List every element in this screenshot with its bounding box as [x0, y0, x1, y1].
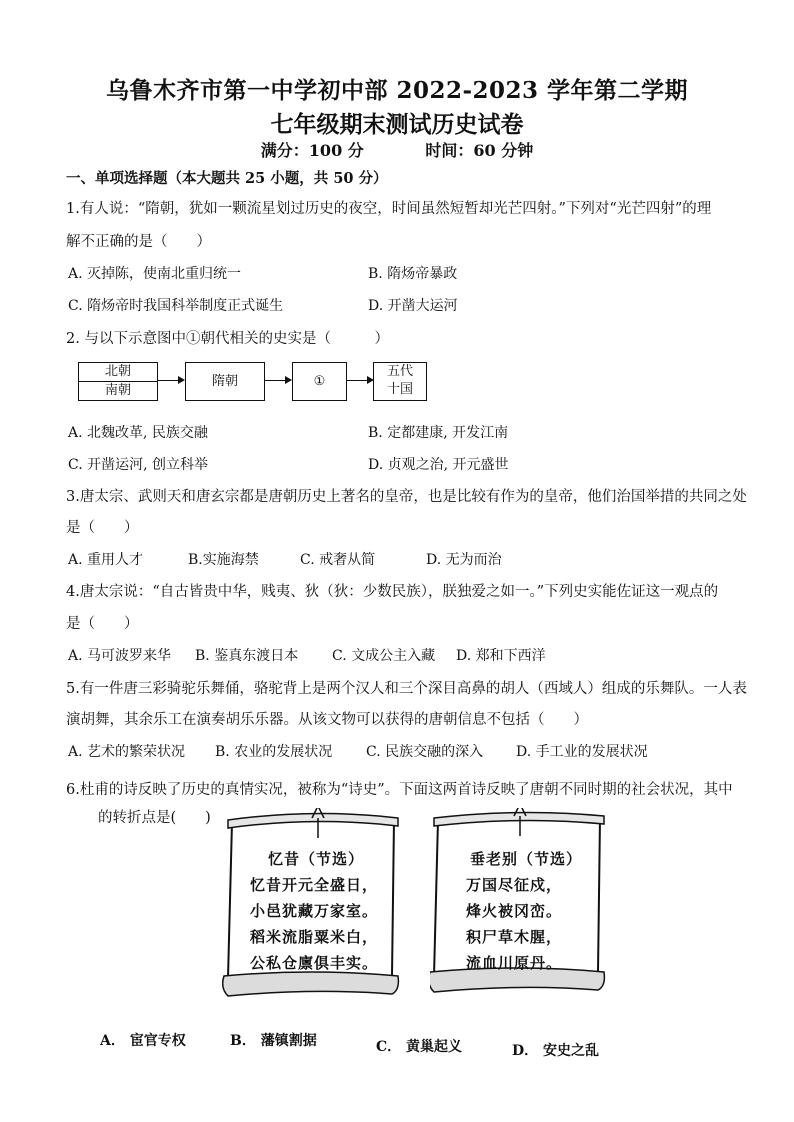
dynasty-flow-diagram	[78, 362, 413, 402]
poem-2-line: 万国尽征戍，	[466, 876, 563, 894]
q4-option-a[interactable]: A. 马可波罗来华	[68, 648, 172, 664]
q1-stem-line2: 解不正确的是（ ）	[66, 234, 211, 250]
full-score: 满分：100 分	[260, 141, 364, 160]
q4-option-b[interactable]: B. 鉴真东渡日本	[195, 648, 299, 664]
q5-option-b[interactable]: B. 农业的发展状况	[215, 744, 333, 760]
q2-option-a[interactable]: A. 北魏改革, 民族交融	[68, 425, 208, 441]
q6-stem-line1: 6.杜甫的诗反映了历史的真情实况，被称为“诗史”。下面这两首诗反映了唐朝不同时期的社会状况，其中	[66, 782, 733, 798]
q2-option-b[interactable]: B. 定都建康, 开发江南	[368, 425, 509, 441]
q3-option-b[interactable]: B.实施海禁	[188, 552, 259, 568]
section-heading: 一、单项选择题（本大题共 25 小题，共 50 分）	[66, 170, 388, 187]
box4-bottom-label: 十国	[386, 382, 413, 397]
q1-option-d[interactable]: D. 开凿大运河	[368, 298, 458, 314]
q6-option-c[interactable]: C． 黄巢起义	[376, 1039, 463, 1055]
q2-stem: 2. 与以下示意图中①朝代相关的史实是（ ）	[66, 331, 389, 347]
q1-stem-line1: 1.有人说：“隋朝，犹如一颗流星划过历史的夜空，时间虽然短暂却光芒四射。”下列对“光芒四射”的理	[66, 201, 712, 217]
score-time-line	[0, 138, 794, 161]
arrow-1	[158, 380, 183, 381]
q5-option-c[interactable]: C. 民族交融的深入	[366, 744, 484, 760]
q3-option-c[interactable]: C. 戒奢从简	[300, 552, 376, 568]
poem-1-line: 忆昔开元全盛日，	[250, 876, 379, 894]
box-sui-dynasty: 隋朝	[185, 362, 265, 401]
poem-scroll-1	[222, 808, 402, 998]
q1-option-a[interactable]: A. 灭掉陈，使南北重归统一	[68, 266, 242, 282]
poem-1-line: 稻米流脂粟米白，	[250, 928, 379, 946]
arrow-2	[265, 380, 290, 381]
exam-time: 时间：60 分钟	[425, 141, 534, 160]
poem-2-line: 积尸草木腥，	[466, 928, 563, 946]
q3-option-d[interactable]: D. 无为而治	[426, 552, 502, 568]
q3-stem-line2: 是（ ）	[66, 520, 139, 536]
q6-stem-line2: 的转折点是( )	[98, 810, 211, 826]
exam-title-line1: 乌鲁木齐市第一中学初中部 2022-2023 学年第二学期	[105, 77, 689, 104]
box-five-dynasties	[373, 362, 427, 401]
box4-top-label: 五代	[386, 364, 413, 379]
poem-1-text	[250, 846, 378, 976]
q4-option-d[interactable]: D. 郑和下西洋	[456, 648, 546, 664]
q1-option-b[interactable]: B. 隋炀帝暴政	[368, 266, 458, 282]
q4-stem-line1: 4.唐太宗说：“自古皆贵中华，贱夷、狄（狄：少数民族），朕独爱之如一。”下列史实能佐证这一观点的	[66, 584, 719, 600]
q5-option-d[interactable]: D. 手工业的发展状况	[516, 744, 648, 760]
q3-stem-line1: 3.唐太宗、武则天和唐玄宗都是唐朝历史上著名的皇帝，也是比较有作为的皇帝，他们治国举措的共同之处	[66, 489, 747, 505]
q3-option-a[interactable]: A. 重用人才	[68, 552, 144, 568]
poem-2-text	[466, 846, 582, 976]
q6-option-a[interactable]: A． 宦官专权	[100, 1033, 186, 1049]
exam-title-line2: 七年级期末测试历史试卷	[270, 111, 524, 138]
q4-option-c[interactable]: C. 文成公主入藏	[332, 648, 436, 664]
box-north-south-dynasties	[78, 362, 158, 401]
q5-option-a[interactable]: A. 艺术的繁荣状况	[68, 744, 186, 760]
poem-1-line: 公私仓廪俱丰实。	[250, 954, 379, 972]
q5-stem-line2: 演胡舞，其余乐工在演奏胡乐乐器。从该文物可以获得的唐朝信息不包括（ ）	[66, 712, 588, 728]
poem-1-title: 忆昔（节选）	[268, 850, 365, 868]
poem-2-title: 垂老别（节选）	[470, 850, 583, 868]
poem-2-line: 流血川原丹。	[466, 954, 563, 972]
q4-stem-line2: 是（ ）	[66, 616, 139, 632]
q6-option-d[interactable]: D． 安史之乱	[512, 1043, 600, 1059]
poem-2-line: 烽火被冈峦。	[466, 902, 563, 920]
box-dynasty-1: ①	[292, 362, 347, 401]
poem-1-line: 小邑犹藏万家室。	[250, 902, 379, 920]
q1-option-c[interactable]: C. 隋炀帝时我国科举制度正式诞生	[68, 298, 284, 314]
q6-option-b[interactable]: B． 藩镇割据	[230, 1033, 317, 1049]
arrow-3	[347, 380, 372, 381]
q5-stem-line1: 5.有一件唐三彩骑驼乐舞俑，骆驼背上是两个汉人和三个深目高鼻的胡人（西域人）组成的乐舞队。一人表	[66, 681, 747, 697]
poem-scroll-2	[430, 808, 610, 998]
q2-option-c[interactable]: C. 开凿运河, 创立科举	[68, 457, 209, 473]
q2-option-d[interactable]: D. 贞观之治, 开元盛世	[368, 457, 509, 473]
box1-top-label: 北朝	[79, 363, 157, 382]
box1-bottom-label: 南朝	[104, 383, 131, 398]
